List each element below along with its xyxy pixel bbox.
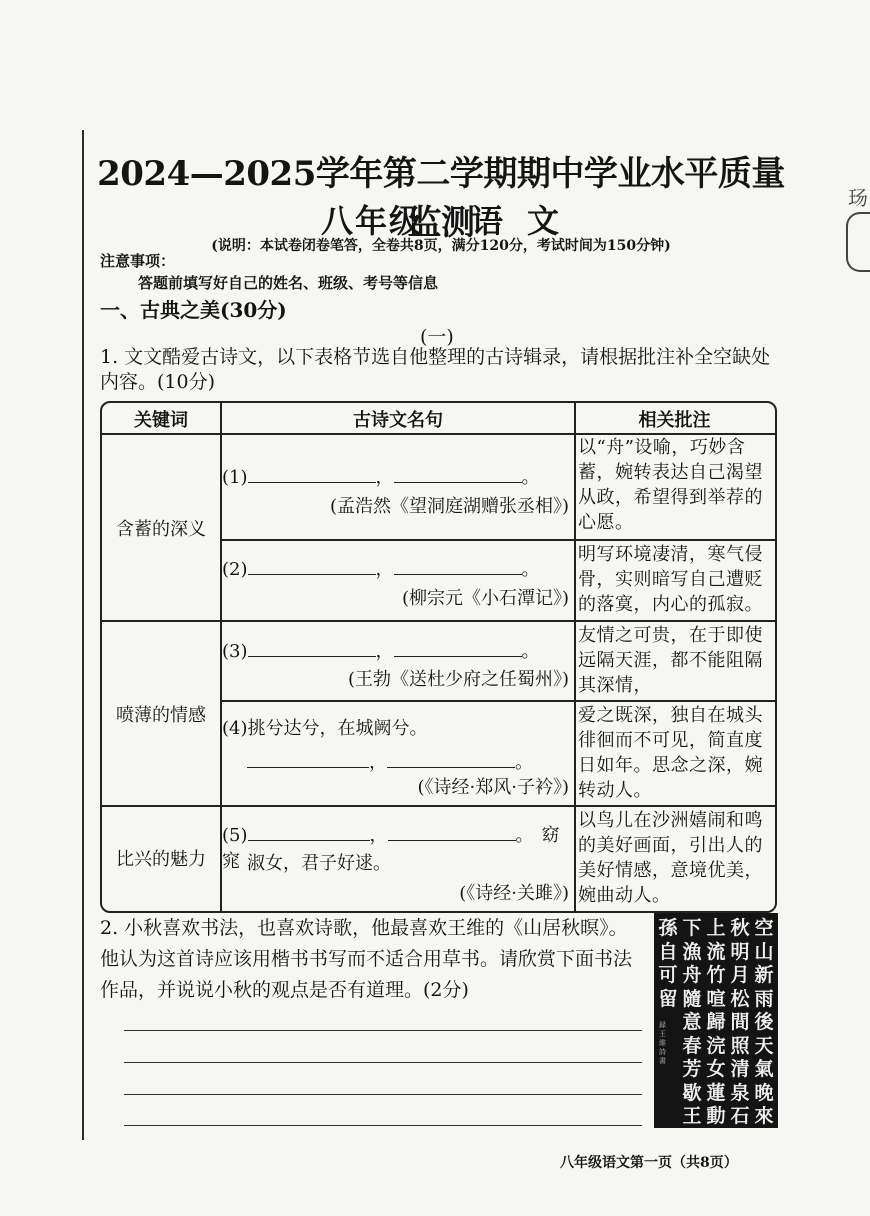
header-comment: 相关批注 (638, 410, 711, 431)
answer-line[interactable] (124, 1094, 642, 1095)
calligraphy-column: 孫自可留 (658, 917, 678, 1010)
grade-label: 八年级 (320, 202, 423, 240)
calligraphy-column: 空山新雨後天氣晚來 (754, 917, 774, 1127)
calligraphy-column: 秋明月松間照清泉石 (730, 917, 750, 1127)
subject-label-2: 文 (527, 202, 562, 240)
answer-blank[interactable] (394, 558, 522, 575)
answer-line[interactable] (124, 1062, 642, 1063)
answer-blank[interactable] (248, 466, 376, 483)
answer-blank[interactable] (248, 558, 376, 575)
period: 。 (521, 467, 540, 488)
verse-after: 窈窕 (222, 825, 560, 872)
answer-blank[interactable] (388, 824, 516, 841)
comment-cell: 爱之既深，独自在城头徘徊而不可见，简直度日如年。思念之深，婉转动人。 (578, 705, 763, 801)
item-number: (2) (222, 559, 248, 580)
table-divider (220, 539, 775, 541)
section-heading: 一、古典之美(30分) (100, 298, 287, 322)
comment-cell: 以鸟儿在沙洲嬉闹和鸣的美好画面，引出人的美好情感，意境优美，婉曲动人。 (578, 810, 763, 906)
period: 。 (515, 752, 533, 773)
answer-line[interactable] (124, 1030, 642, 1031)
item-number: (5) (222, 825, 248, 846)
verse-line-continued: 淑女，君子好逑。 (247, 853, 391, 874)
verse-source: (王勃《送杜少府之任蜀州》) (347, 669, 569, 690)
edge-binding-curve (846, 212, 870, 272)
keyword-cell: 含蓄的深义 (116, 518, 206, 540)
keyword-cell: 比兴的魅力 (116, 849, 206, 870)
calligraphy-image (654, 913, 778, 1128)
item-number: (4) (222, 718, 248, 739)
binding-margin-line (82, 130, 84, 1140)
calligraphy-columns (658, 917, 774, 1127)
exam-title: 2024—2025学年第二学期期中学业水平质量监测 (97, 154, 785, 243)
verse-source: (孟浩然《望洞庭湖赠张丞相》) (329, 496, 569, 517)
verse-blank-line[interactable] (222, 555, 574, 581)
item-number: (3) (222, 641, 248, 662)
answer-blank[interactable] (248, 824, 370, 841)
period: 。 (521, 559, 540, 580)
comma: ， (369, 752, 387, 773)
comment-cell: 明写环境凄清，寒气侵骨，实则暗写自己遭贬的落寞，内心的孤寂。 (578, 544, 763, 615)
comment-cell: 以“舟”设喻，巧妙含蓄，婉转表达自己渴望从政，希望得到举荐的心愿。 (578, 437, 763, 533)
answer-blank[interactable] (248, 640, 376, 657)
part-heading: (一) (420, 326, 454, 348)
answer-blank[interactable] (247, 751, 369, 768)
edge-character: 玚 (848, 186, 868, 210)
comma: ， (369, 825, 388, 846)
question-2: 2. 小秋喜欢书法，也喜欢诗歌，他最喜欢王维的《山居秋暝》。他认为这首诗应该用楷书书写而不适合用草书。请欣赏下面书法作品，并说说小秋的观点是否有道理。(2分) (100, 917, 633, 1001)
table-divider (574, 403, 576, 911)
verse-source: (《诗经·关雎》) (459, 883, 569, 904)
header-verse: 古诗文名句 (353, 410, 443, 431)
poetry-table (100, 401, 777, 913)
page-footer: 八年级语文第一页（共8页） (560, 1155, 738, 1171)
calligraphy-column: 上流竹喧歸浣女蓮動 (706, 917, 726, 1127)
attention-instruction: 答题前填写好自己的姓名、班级、考号等信息 (138, 274, 439, 292)
period: 。 (521, 641, 540, 662)
exam-note: (说明：本试卷闭卷笔答，全卷共8页，满分120分，考试时间为150分钟) (211, 238, 671, 254)
verse-source: (柳宗元《小石潭记》) (401, 588, 569, 609)
answer-blank[interactable] (387, 751, 515, 768)
answer-blank[interactable] (394, 466, 522, 483)
verse-blank-line[interactable] (222, 637, 574, 663)
verse-source: (《诗经·郑风·子衿》) (417, 777, 569, 798)
verse-blank-line[interactable] (247, 748, 599, 774)
verse-blank-line[interactable] (222, 463, 574, 489)
attention-label: 注意事项： (100, 252, 176, 270)
calligraphy-inscription: 録王維詩 書 (659, 1021, 666, 1065)
answer-line[interactable] (124, 1125, 642, 1126)
header-keyword: 关键词 (134, 410, 188, 431)
comma: ， (375, 467, 394, 488)
answer-blank[interactable] (394, 640, 522, 657)
comma: ， (375, 559, 394, 580)
keyword-cell: 喷薄的情感 (116, 704, 206, 726)
question-1: 1. 文文酷爱古诗文，以下表格节选自他整理的古诗辑录，请根据批注补全空缺处内容。(10分) (100, 346, 771, 393)
calligraphy-column: 下漁舟隨意春芳歇王 (682, 917, 702, 1127)
table-divider (220, 700, 775, 702)
comment-cell: 友情之可贵，在于即使远隔天涯，都不能阻隔其深情， (578, 625, 763, 696)
period: 。 (515, 825, 534, 846)
given-verse: 挑兮达兮，在城阙兮。 (247, 718, 428, 739)
verse-given-line (222, 714, 574, 740)
item-number: (1) (222, 467, 248, 488)
comma: ， (375, 641, 394, 662)
subject-label-1: 语 (470, 202, 505, 240)
